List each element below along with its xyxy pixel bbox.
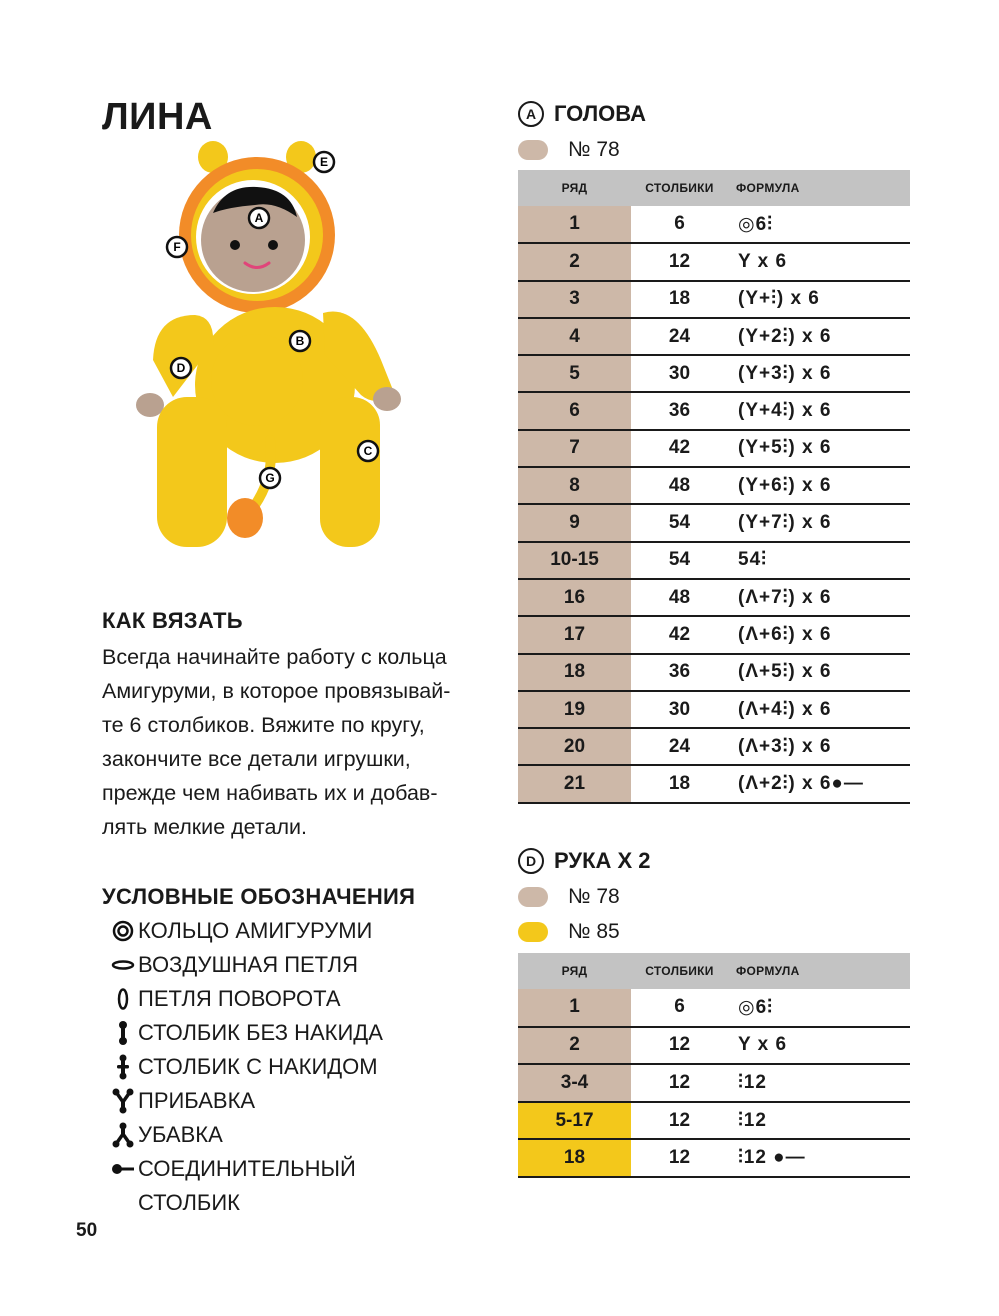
table-row: [518, 654, 910, 691]
figure-label-c: C: [363, 444, 373, 458]
row-number-cell: 2: [518, 243, 631, 280]
stitches-cell: 36: [631, 654, 728, 691]
legend-item: [108, 1016, 438, 1050]
table-row: [518, 616, 910, 653]
stitches-cell: 36: [631, 392, 728, 429]
table-row: [518, 1102, 910, 1140]
table-row: [518, 355, 910, 392]
stitches-cell: 54: [631, 542, 728, 579]
formula-cell: ◎6⫶: [728, 206, 910, 243]
stitches-cell: 12: [631, 1139, 728, 1177]
formula-cell: (Y+6⫶) x 6: [728, 467, 910, 504]
formula-cell: (Λ+5⫶) x 6: [728, 654, 910, 691]
decrease-icon: [108, 1118, 138, 1152]
table-row: [518, 579, 910, 616]
formula-cell: (Y+2⫶) x 6: [728, 318, 910, 355]
legend-item: [108, 1118, 438, 1152]
stitches-cell: 54: [631, 504, 728, 541]
yarn-label: № 78: [568, 138, 620, 161]
amigurumi-ring-icon: [108, 914, 138, 948]
table-row: [518, 392, 910, 429]
row-number-cell: 9: [518, 504, 631, 541]
how-to-line: закончите все детали игрушки,: [102, 747, 411, 771]
row-number-cell: 5: [518, 355, 631, 392]
stitches-cell: 48: [631, 467, 728, 504]
legend-label: СТОЛБИК С НАКИДОМ: [138, 1054, 378, 1079]
arm-section-heading: [518, 848, 651, 874]
page-title: ЛИНА: [102, 96, 213, 138]
legend-label: УБАВКА: [138, 1122, 223, 1147]
col-header-row: РЯД: [518, 170, 631, 206]
row-number-cell: 8: [518, 467, 631, 504]
how-to-body: [102, 640, 497, 844]
stitches-cell: 18: [631, 281, 728, 318]
head-section-heading: [518, 101, 646, 127]
legend-label: ПРИБАВКА: [138, 1088, 256, 1113]
formula-cell: (Λ+6⫶) x 6: [728, 616, 910, 653]
how-to-line: Амигуруми, в которое провязывай-: [102, 679, 451, 703]
legend-item: [108, 1050, 438, 1084]
table-row: [518, 765, 910, 802]
row-number-cell: 1: [518, 989, 631, 1027]
how-to-title: КАК ВЯЗАТЬ: [102, 608, 243, 633]
formula-cell: ◎6⫶: [728, 989, 910, 1027]
legend-label: ВОЗДУШНАЯ ПЕТЛЯ: [138, 952, 358, 977]
part-badge-d: D: [518, 848, 544, 874]
row-number-cell: 17: [518, 616, 631, 653]
figure-label-e: E: [319, 155, 329, 169]
row-number-cell: 16: [518, 579, 631, 616]
table-row: [518, 318, 910, 355]
stitches-cell: 42: [631, 430, 728, 467]
formula-cell: Y x 6: [728, 1027, 910, 1065]
figure-label-a: A: [254, 211, 264, 225]
row-number-cell: 19: [518, 691, 631, 728]
col-header-formula: ФОРМУЛА: [728, 953, 910, 989]
single-crochet-icon: [108, 1016, 138, 1050]
col-header-stitches: СТОЛБИКИ: [631, 953, 728, 989]
legend-label: СТОЛБИК БЕЗ НАКИДА: [138, 1020, 383, 1045]
yarn-label: № 78: [568, 885, 620, 908]
stitches-cell: 42: [631, 616, 728, 653]
formula-cell: 54⫶: [728, 542, 910, 579]
stitches-cell: 12: [631, 243, 728, 280]
yarn-swatch-beige: [518, 887, 548, 907]
stitches-cell: 30: [631, 355, 728, 392]
legend-item: [108, 1084, 438, 1118]
legend-label: СОЕДИНИТЕЛЬНЫЙ СТОЛБИК: [138, 1156, 356, 1215]
how-to-line: прежде чем набивать их и добав-: [102, 781, 438, 805]
stitches-cell: 18: [631, 765, 728, 802]
legend-item: [108, 1152, 438, 1220]
arm-yarn-1: [518, 885, 620, 909]
row-number-cell: 1: [518, 206, 631, 243]
formula-cell: (Λ+7⫶) x 6: [728, 579, 910, 616]
row-number-cell: 7: [518, 430, 631, 467]
head-yarn: [518, 138, 620, 162]
table-row: [518, 1027, 910, 1065]
stitches-cell: 12: [631, 1064, 728, 1102]
yarn-swatch-beige: [518, 140, 548, 160]
table-row: [518, 504, 910, 541]
stitches-cell: 12: [631, 1102, 728, 1140]
formula-cell: (Λ+3⫶) x 6: [728, 728, 910, 765]
table-row: [518, 728, 910, 765]
formula-cell: (Y+5⫶) x 6: [728, 430, 910, 467]
head-pattern-table: [518, 170, 910, 804]
row-number-cell: 6: [518, 392, 631, 429]
turning-chain-icon: [108, 982, 138, 1016]
arm-yarn-2: [518, 920, 620, 944]
col-header-stitches: СТОЛБИКИ: [631, 170, 728, 206]
row-number-cell: 10-15: [518, 542, 631, 579]
how-to-line: Всегда начинайте работу с кольца: [102, 645, 447, 669]
row-number-cell: 18: [518, 654, 631, 691]
figure-label-f: F: [173, 240, 181, 254]
table-row: [518, 542, 910, 579]
row-number-cell: 3-4: [518, 1064, 631, 1102]
table-row: [518, 989, 910, 1027]
stitches-cell: 12: [631, 1027, 728, 1065]
formula-cell: (Λ+4⫶) x 6: [728, 691, 910, 728]
legend-label: ПЕТЛЯ ПОВОРОТА: [138, 986, 341, 1011]
stitches-cell: 6: [631, 989, 728, 1027]
figure-label-g: G: [265, 471, 275, 485]
formula-cell: ⫶12: [728, 1102, 910, 1140]
slip-stitch-icon: [108, 1152, 138, 1186]
formula-cell: (Y+7⫶) x 6: [728, 504, 910, 541]
row-number-cell: 2: [518, 1027, 631, 1065]
how-to-line: те 6 столбиков. Вяжите по кругу,: [102, 713, 425, 737]
table-row: [518, 243, 910, 280]
yarn-label: № 85: [568, 920, 620, 943]
figure-label-d: D: [176, 361, 186, 375]
table-row: [518, 1139, 910, 1177]
legend-item: [108, 914, 438, 948]
head-title: ГОЛОВА: [554, 101, 646, 126]
increase-icon: [108, 1084, 138, 1118]
row-number-cell: 3: [518, 281, 631, 318]
row-number-cell: 21: [518, 765, 631, 802]
chain-stitch-icon: [108, 948, 138, 982]
part-badge-a: A: [518, 101, 544, 127]
double-crochet-icon: [108, 1050, 138, 1084]
row-number-cell: 20: [518, 728, 631, 765]
arm-pattern-table: [518, 953, 910, 1178]
formula-cell: ⫶12: [728, 1064, 910, 1102]
formula-cell: (Y+⫶) x 6: [728, 281, 910, 318]
legend-title: УСЛОВНЫЕ ОБОЗНАЧЕНИЯ: [102, 884, 416, 909]
formula-cell: (Y+4⫶) x 6: [728, 392, 910, 429]
row-number-cell: 5-17: [518, 1102, 631, 1140]
legend-label: КОЛЬЦО АМИГУРУМИ: [138, 918, 373, 943]
figure-label-b: B: [295, 334, 305, 348]
page-number: 50: [76, 1220, 98, 1241]
stitches-cell: 48: [631, 579, 728, 616]
legend-item: [108, 948, 438, 982]
stitches-cell: 30: [631, 691, 728, 728]
table-row: [518, 1064, 910, 1102]
formula-cell: Y x 6: [728, 243, 910, 280]
legend-item: [108, 982, 438, 1016]
table-row: [518, 430, 910, 467]
table-row: [518, 467, 910, 504]
stitches-cell: 24: [631, 318, 728, 355]
formula-cell: (Y+3⫶) x 6: [728, 355, 910, 392]
arm-title: РУКА X 2: [554, 848, 651, 873]
col-header-formula: ФОРМУЛА: [728, 170, 910, 206]
stitches-cell: 6: [631, 206, 728, 243]
legend-list: [108, 914, 438, 1220]
doll-illustration: [125, 135, 415, 555]
col-header-row: РЯД: [518, 953, 631, 989]
stitches-cell: 24: [631, 728, 728, 765]
table-row: [518, 206, 910, 243]
formula-cell: ⫶12 ●—: [728, 1139, 910, 1177]
yarn-swatch-yellow: [518, 922, 548, 942]
table-row: [518, 281, 910, 318]
row-number-cell: 18: [518, 1139, 631, 1177]
formula-cell: (Λ+2⫶) x 6●—: [728, 765, 910, 802]
table-row: [518, 691, 910, 728]
row-number-cell: 4: [518, 318, 631, 355]
how-to-line: лять мелкие детали.: [102, 815, 308, 839]
